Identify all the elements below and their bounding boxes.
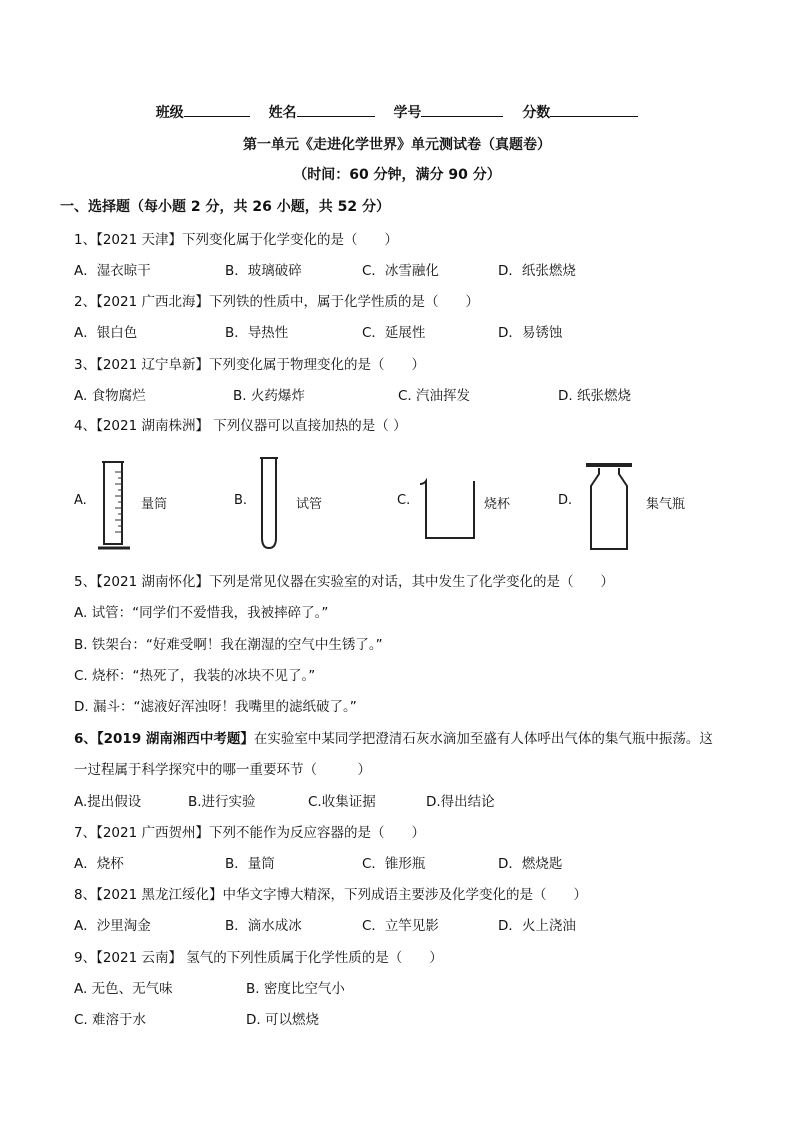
q6-option-d[interactable]: D.得出结论	[426, 794, 495, 810]
q8-option-c[interactable]: C．立竿见影	[362, 918, 439, 934]
q9-option-c[interactable]: C. 难溶于水	[74, 1012, 147, 1028]
q8-option-d[interactable]: D．火上浇油	[498, 918, 576, 934]
q6-option-a[interactable]: A.提出假设	[74, 794, 142, 810]
question-2-stem: 2、【2021 广西北海】下列铁的性质中，属于化学性质的是（ ）	[74, 294, 479, 310]
id-blank[interactable]	[421, 102, 503, 117]
question-5-stem: 5、【2021 湖南怀化】下列是常见仪器在实验室的对话，其中发生了化学变化的是（ ）	[74, 574, 614, 590]
q2-option-b[interactable]: B．导热性	[225, 325, 289, 341]
q7-option-d[interactable]: D．燃烧匙	[498, 856, 563, 872]
q4-option-a-name: 量筒	[141, 497, 168, 512]
question-7-stem: 7、【2021 广西贺州】下列不能作为反应容器的是（ ）	[74, 825, 425, 841]
q5-option-c[interactable]: C. 烧杯：“热死了，我装的冰块不见了。”	[74, 668, 316, 684]
q2-option-d[interactable]: D．易锈蚀	[498, 325, 563, 341]
q6-source-tag: 6、【2019 湖南湘西中考题】	[74, 731, 254, 747]
q5-option-b[interactable]: B. 铁架台：“好难受啊！我在潮湿的空气中生锈了。”	[74, 637, 383, 653]
q9-option-b[interactable]: B. 密度比空气小	[246, 981, 345, 997]
beaker-icon	[418, 478, 478, 544]
q4-option-a-letter[interactable]: A.	[74, 493, 87, 508]
question-4-stem: 4、【2021 湖南株洲】 下列仪器可以直接加热的是（ ）	[74, 418, 407, 434]
question-3-stem: 3、【2021 辽宁阜新】下列变化属于物理变化的是（ ）	[74, 357, 425, 373]
section-heading: 一、选择题（每小题 2 分，共 26 小题，共 52 分）	[60, 199, 390, 215]
q4-option-c-letter[interactable]: C.	[397, 493, 411, 508]
q4-option-b-letter[interactable]: B.	[234, 493, 248, 508]
exam-title: 第一单元《走进化学世界》单元测试卷（真题卷）	[243, 137, 551, 153]
q6-option-c[interactable]: C.收集证据	[308, 794, 376, 810]
q1-option-c[interactable]: C．冰雪融化	[362, 263, 439, 279]
class-label: 班级	[155, 105, 184, 121]
q8-option-a[interactable]: A．沙里淘金	[74, 918, 151, 934]
score-label: 分数	[522, 105, 551, 121]
q4-option-b-name: 试管	[296, 497, 323, 512]
name-label: 姓名	[268, 105, 297, 121]
q4-option-d-name: 集气瓶	[646, 497, 686, 512]
q2-option-a[interactable]: A．银白色	[74, 325, 138, 341]
q4-option-d-letter[interactable]: D.	[558, 493, 573, 508]
q9-option-a[interactable]: A. 无色、无气味	[74, 981, 173, 997]
question-1-stem: 1、【2021 天津】下列变化属于化学变化的是（ ）	[74, 232, 398, 248]
question-9-stem: 9、【2021 云南】 氢气的下列性质属于化学性质的是（ ）	[74, 950, 443, 966]
q5-option-a[interactable]: A. 试管：“同学们不爱惜我，我被摔碎了。”	[74, 605, 329, 621]
q1-option-d[interactable]: D．纸张燃烧	[498, 263, 576, 279]
test-tube-icon	[258, 456, 280, 552]
gas-collecting-bottle-icon	[584, 460, 636, 554]
q6-stem-text: 在实验室中某同学把澄清石灰水滴加至盛有人体呼出气体的集气瓶中振荡。这	[253, 731, 713, 747]
q8-option-b[interactable]: B．滴水成冰	[225, 918, 302, 934]
q4-option-c-name: 烧杯	[484, 497, 511, 512]
name-blank[interactable]	[297, 102, 375, 117]
q3-option-d[interactable]: D. 纸张燃烧	[558, 388, 631, 404]
q3-option-a[interactable]: A. 食物腐烂	[74, 388, 146, 404]
q1-option-b[interactable]: B．玻璃破碎	[225, 263, 302, 279]
q9-option-d[interactable]: D. 可以燃烧	[246, 1012, 319, 1028]
score-blank[interactable]	[550, 102, 638, 117]
id-label: 学号	[393, 105, 422, 121]
q7-option-c[interactable]: C．锥形瓶	[362, 856, 426, 872]
q5-option-d[interactable]: D. 漏斗：“滤液好浑浊呀！我嘴里的滤纸破了。”	[74, 699, 357, 715]
q7-option-b[interactable]: B．量筒	[225, 856, 275, 872]
q6-option-b[interactable]: B.进行实验	[188, 794, 256, 810]
q2-option-c[interactable]: C．延展性	[362, 325, 426, 341]
q3-option-b[interactable]: B. 火药爆炸	[233, 388, 305, 404]
question-6-stem-line2: 一过程属于科学探究中的哪一重要环节（ ）	[74, 762, 371, 778]
question-8-stem: 8、【2021 黑龙江绥化】中华文字博大精深，下列成语主要涉及化学变化的是（ ）	[74, 887, 587, 903]
exam-subtitle: （时间：60 分钟，满分 90 分）	[293, 167, 501, 183]
question-6-stem-line1	[74, 727, 713, 747]
graduated-cylinder-icon	[96, 458, 136, 554]
q3-option-c[interactable]: C. 汽油挥发	[398, 388, 471, 404]
class-blank[interactable]	[184, 102, 250, 117]
q1-option-a[interactable]: A．湿衣晾干	[74, 263, 151, 279]
student-info-line	[0, 102, 794, 122]
q7-option-a[interactable]: A．烧杯	[74, 856, 124, 872]
